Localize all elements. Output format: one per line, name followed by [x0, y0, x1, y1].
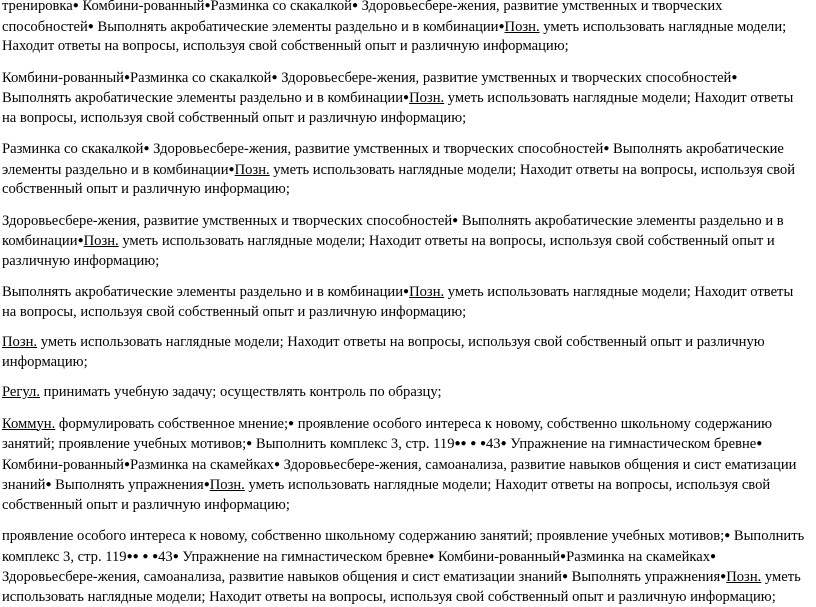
- text-run: тренировка: [2, 0, 73, 14]
- text-run: Здоровьесбере-жения, развитие умственных и творческих способностей: [149, 141, 604, 157]
- paragraph: [2, 211, 810, 272]
- bullet-icon: ●: [87, 20, 94, 32]
- text-run: Комбини-рованный: [78, 0, 205, 14]
- bullet-icon: ●: [756, 438, 763, 449]
- document-body: [2, 0, 810, 607]
- text-run: Выполнять акробатические элементы раздельно и в комбинации: [2, 141, 784, 178]
- bullet-icon: ●: [126, 550, 133, 562]
- text-run: 43: [158, 548, 173, 565]
- bullet-icon: ●: [72, 0, 79, 11]
- paragraph: [2, 526, 810, 607]
- text-run: формулировать собственное мнение;: [55, 415, 289, 432]
- bullet-icon: ●: [561, 571, 568, 582]
- text-run: уметь использовать наглядные модели; Находит ответы на вопросы, используя свой собственный опыт и различную информацию;: [2, 233, 775, 269]
- bullet-icon: ●: [720, 571, 727, 582]
- text-run: уметь использовать наглядные модели; Находит ответы на вопросы, используя свой собственный опыт и различную информацию;: [2, 284, 794, 320]
- bullet-icon: ●: [498, 20, 505, 32]
- paragraph: [2, 383, 810, 403]
- text-run: уметь использовать наглядные модели; Находит ответы на вопросы, используя свой собственный опыт и различную информацию;: [2, 18, 787, 54]
- bullet-icon: ●: [152, 550, 159, 562]
- text-run: принимать учебную задачу; осуществлять контроль по образцу;: [39, 384, 442, 400]
- text-run: Здоровьесбере-жения, самоанализа, развитие навыков общения и сист ематизации знаний: [2, 456, 797, 493]
- bullet-icon: ●: [428, 550, 435, 562]
- text-run: Выполнить комплекс 3, стр. 119: [2, 528, 805, 565]
- bullet-icon: ●: [470, 438, 477, 449]
- bullet-icon: ●: [273, 458, 281, 470]
- section-label: Позн.: [504, 18, 540, 35]
- paragraph: [2, 139, 810, 200]
- section-label: Позн.: [409, 284, 445, 300]
- section-label: Позн.: [83, 233, 119, 249]
- text-run: проявление особого интереса к новому, собственно школьному содержанию занятий; проявление учебных мотивов;: [2, 415, 773, 452]
- text-run: Выполнить комплекс 3, стр. 119: [252, 436, 455, 452]
- bullet-icon: ●: [246, 438, 253, 449]
- bullet-icon: ●: [560, 550, 567, 562]
- text-run: Выполнять акробатические элементы раздельно и в комбинации: [93, 18, 499, 35]
- text-run: Комбини-рованный: [2, 69, 124, 86]
- bullet-icon: ●: [731, 71, 738, 83]
- bullet-icon: ●: [500, 438, 507, 449]
- paragraph: [2, 0, 810, 57]
- bullet-icon: ●: [45, 479, 52, 490]
- text-run: уметь использовать наглядные модели; Находит ответы на вопросы, используя свой собственный опыт и различную информацию;: [2, 334, 765, 370]
- text-run: Здоровьесбере-жения, самоанализа, развитие навыков общения и сист ематизации знаний: [2, 569, 562, 585]
- section-label: Позн.: [234, 161, 270, 178]
- bullet-icon: ●: [454, 438, 461, 449]
- text-run: Выполнять акробатические элементы раздельно и в комбинации: [2, 284, 404, 300]
- bullet-icon: ●: [172, 550, 179, 562]
- text-run: Разминка на скамейках: [566, 548, 711, 565]
- bullet-icon: ●: [452, 214, 459, 226]
- text-run: проявление особого интереса к новому, собственно школьному содержанию занятий; проявление учебных мотивов;: [2, 528, 725, 544]
- text-run: Здоровьесбере-жения, развитие умственных и творческих способностей: [2, 212, 453, 229]
- bullet-icon: ●: [77, 235, 84, 246]
- text-run: Упражнение на гимнастическом бревне: [506, 436, 757, 452]
- bullet-icon: ●: [603, 143, 610, 154]
- text-run: Выполнять упражнения: [567, 569, 721, 585]
- text-run: Разминка со скакалкой: [130, 69, 272, 86]
- bullet-icon: ●: [132, 550, 139, 562]
- text-run: Здоровьесбере-жения, развитие умственных и творческих способностей: [277, 69, 732, 86]
- bullet-icon: ●: [403, 92, 410, 103]
- bullet-icon: ●: [710, 550, 717, 562]
- text-run: Здоровьесбере-жения, развитие умственных и творческих способностей: [2, 0, 723, 35]
- bullet-icon: ●: [288, 417, 295, 429]
- bullet-icon: ●: [123, 458, 131, 470]
- text-run: уметь использовать наглядные модели; Находит ответы на вопросы, используя свой собственный опыт и различную информацию;: [2, 161, 796, 197]
- text-run: Разминка со скакалкой: [2, 141, 144, 157]
- paragraph: [2, 333, 810, 372]
- text-run: уметь использовать наглядные модели; Находит ответы на вопросы, используя свой собственный опыт и различную информацию;: [2, 477, 771, 513]
- paragraph: [2, 414, 810, 516]
- text-run: уметь использовать наглядные модели; Находит ответы на вопросы, используя свой собственный опыт и различную информацию;: [2, 90, 794, 126]
- text-run: Упражнение на гимнастическом бревне: [178, 548, 429, 565]
- section-label: Позн.: [2, 334, 38, 350]
- text-run: Выполнять акробатические элементы раздельно и в комбинации: [2, 212, 784, 249]
- text-run: Выполнять акробатические элементы раздельно и в комбинации: [2, 90, 404, 106]
- bullet-icon: ●: [228, 163, 235, 175]
- paragraph: [2, 68, 810, 129]
- text-run: 43: [486, 436, 501, 452]
- bullet-icon: ●: [403, 286, 410, 297]
- text-run: Выполнять упражнения: [51, 477, 204, 493]
- text-run: Разминка со скакалкой: [210, 0, 352, 14]
- text-run: Комбини-рованный: [2, 456, 124, 473]
- bullet-icon: ●: [123, 71, 131, 83]
- section-label: Позн.: [409, 90, 445, 106]
- bullet-icon: ●: [351, 0, 359, 11]
- section-label: Позн.: [209, 477, 245, 493]
- section-label: Регул.: [2, 384, 40, 400]
- paragraph: [2, 282, 810, 322]
- section-label: Коммун.: [2, 415, 56, 432]
- bullet-icon: ●: [143, 143, 150, 154]
- bullet-icon: ●: [271, 71, 278, 83]
- bullet-icon: ●: [203, 479, 210, 490]
- text-run: уметь использовать наглядные модели; Находит ответы на вопросы, используя свой собственный опыт и различную информацию;: [2, 569, 801, 605]
- text-run: Разминка на скамейках: [130, 456, 274, 473]
- bullet-icon: ●: [724, 530, 731, 541]
- section-label: Позн.: [726, 569, 762, 585]
- text-run: Комбини-рованный: [434, 548, 561, 565]
- bullet-icon: ●: [460, 438, 467, 449]
- bullet-icon: ●: [142, 550, 149, 562]
- bullet-icon: ●: [204, 0, 211, 11]
- bullet-icon: ●: [479, 438, 486, 449]
